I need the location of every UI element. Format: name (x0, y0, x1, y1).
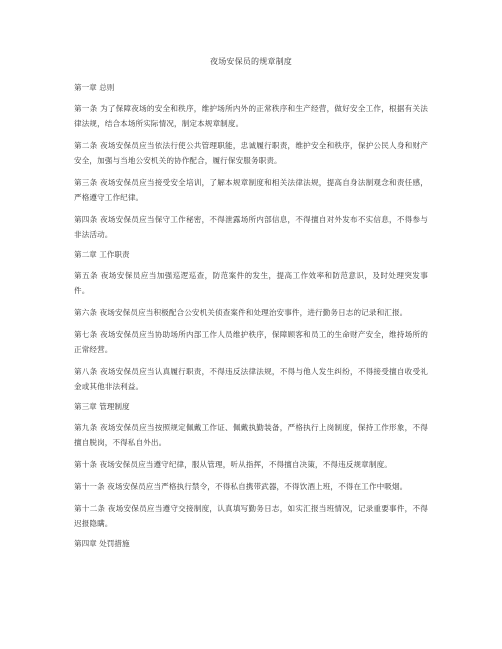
article-5: 第五条 夜场安保员应当加强巡逻巡查，防范案件的发生，提高工作效率和防范意识，及时处理突发事件。 (74, 271, 428, 295)
section-heading: 第二章 工作职责 (74, 250, 130, 259)
article-9: 第九条 夜场安保员应当按照规定佩戴工作证、佩戴执勤装备，严格执行上岗制度，保持工作形象，不得擅自脱岗，不得私自外出。 (74, 423, 428, 447)
section-3 (74, 401, 428, 531)
article-6: 第六条 夜场安保员应当积极配合公安机关侦查案件和处理治安事件，进行勤务日志的记录和汇报。 (74, 308, 408, 317)
section-2 (74, 249, 428, 394)
section-heading: 第四章 处罚措施 (74, 539, 130, 548)
article-1: 第一条 为了保障夜场的安全和秩序，维护场所内外的正常秩序和生产经营，做好安全工作，根据有关法律法规，结合本场所实际情况，制定本规章制度。 (74, 104, 428, 128)
document-title: 夜场安保员的规章制度 (210, 57, 292, 66)
article-2: 第二条 夜场安保员应当依法行使公共管理职能，忠诚履行职责，维护安全和秩序，保护公民人身和财产安全，加强与当地公安机关的协作配合，履行保安服务职责。 (74, 141, 428, 165)
section-heading: 第三章 管理制度 (74, 402, 130, 411)
article-11: 第十一条 夜场安保员应当严格执行禁令，不得私自携带武器，不得饮酒上班，不得在工作中吸烟。 (74, 482, 408, 491)
article-3: 第三条 夜场安保员应当接受安全培训，了解本规章制度和相关法律法规，提高自身法制观念和责任感，严格遵守工作纪律。 (74, 178, 428, 202)
article-12: 第十二条 夜场安保员应当遵守交接制度，认真填写勤务日志，如实汇报当班情况，记录重要事件，不得迟报隐瞒。 (74, 504, 428, 528)
section-4 (74, 538, 428, 550)
section-1 (74, 82, 428, 242)
article-8: 第八条 夜场安保员应当认真履行职责，不得违反法律法规，不得与他人发生纠纷，不得接受擅自收受礼金或其他非法利益。 (74, 367, 428, 391)
section-heading: 第一章 总则 (74, 83, 115, 92)
article-10: 第十条 夜场安保员应当遵守纪律，服从管理，听从指挥，不得擅自决策，不得违反规章制度。 (74, 460, 392, 469)
article-4: 第四条 夜场安保员应当保守工作秘密，不得泄露场所内部信息，不得擅自对外发布不实信息，不得参与非法活动。 (74, 215, 428, 239)
article-7: 第七条 夜场安保员应当协助场所内部工作人员维护秩序，保障顾客和员工的生命财产安全，维持场所的正常经营。 (74, 330, 428, 354)
